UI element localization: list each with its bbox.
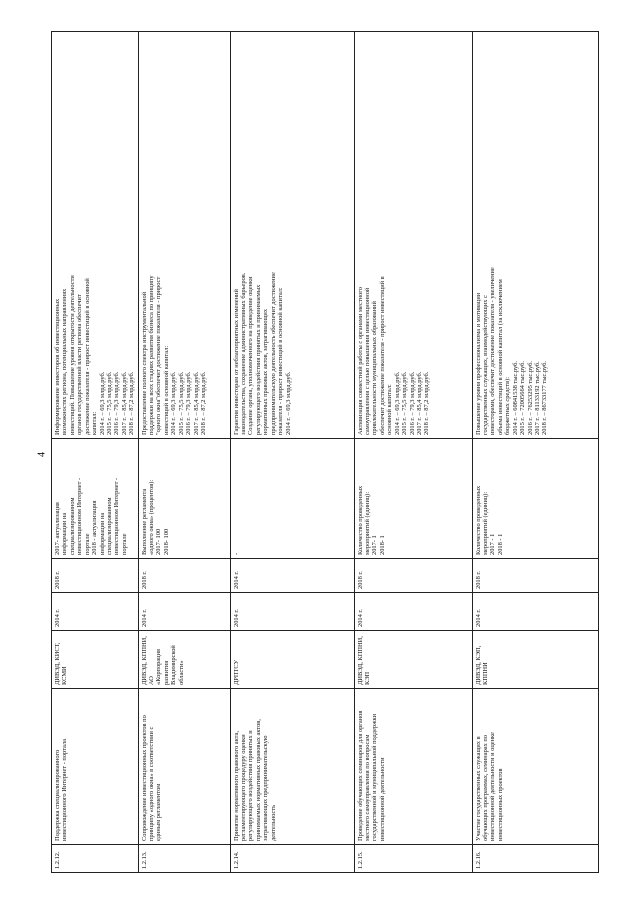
text-line: 2017 - 1 <box>489 533 497 555</box>
end-date-cell: 2018 г. <box>472 559 598 593</box>
table-row <box>52 32 139 873</box>
text-line: 2018- 100 <box>162 528 170 555</box>
text-line: законодательства, сохранение административных барьеров. <box>240 272 248 435</box>
text-line: инвестиционном Интернет - <box>113 477 121 555</box>
text-line: принципу «одного окна» в соответствии с <box>148 726 156 841</box>
text-line: обеспечит достижение показателя - прирост инвестиций в <box>378 276 386 435</box>
text-line: 2017- 100 <box>155 528 163 555</box>
text-line: 2015 г. – 75,5 млрд.руб. <box>401 371 409 435</box>
text-line: основной капитал: <box>386 384 394 435</box>
text-line: 2017 г. – 85,4 млрд.руб. <box>192 371 200 435</box>
text-line: Количество проведенных <box>474 485 482 555</box>
item-number-cell: 1.2.14. <box>230 845 354 873</box>
text-line: деятельность <box>269 804 277 841</box>
start-date-cell: 2014 г. <box>354 593 472 631</box>
text-line: 2014 г. – 69,3 млрд.руб. <box>284 371 292 435</box>
text-line: регулирующего воздействия принятых и принимаемых <box>254 284 262 435</box>
result-cell <box>138 32 230 439</box>
result-cell <box>230 32 354 439</box>
text-line: Повышение уровня профессионализма и мотивации <box>474 292 482 435</box>
text-line: Гарантия инвесторам от неблагоприятных изменений <box>232 289 240 435</box>
text-line: Владимирской <box>170 645 178 685</box>
text-line: инвестиционных проектов <box>496 768 504 841</box>
text-line: поддержки на всех стадиях развития бизнеса по принципу <box>148 275 156 435</box>
text-line: "одного окна"обеспечит достижение показателя - прирост <box>155 276 163 435</box>
text-line: портале <box>83 533 91 555</box>
text-line: привлекательности муниципальных образований <box>371 301 379 435</box>
text-line: специализированном <box>68 497 76 555</box>
text-line: ДИВЭД, КИСТ, <box>54 642 61 685</box>
text-line: 2015 г. – 72005664 тыс.руб. <box>519 360 527 435</box>
indicator-cell <box>472 439 598 559</box>
text-line: инвестиционного Интернет - портала <box>61 739 69 841</box>
indicator-cell <box>138 439 230 559</box>
text-line: 2018 - 1 <box>496 533 504 555</box>
executor-cell <box>138 631 230 689</box>
text-line: 2016 г. – 79,3 млрд.руб. <box>113 371 121 435</box>
text-line: самоуправления с целью повышения инвестиционной <box>364 287 372 435</box>
text-line: ДИВЭД, КППНИ, <box>356 636 364 685</box>
text-line: 2018 г. – 86733177 тыс.руб. <box>541 360 549 435</box>
text-line: государственной и муниципальной поддержки <box>371 713 379 841</box>
text-line: 2016 г. – 76253295 тыс.руб. <box>526 360 534 435</box>
item-number-cell: 1.2.12. <box>52 845 139 873</box>
activity-name-cell <box>230 689 354 845</box>
result-cell <box>472 32 598 439</box>
text-line: достижение показателя - прирост инвестиций в основной <box>83 278 91 435</box>
text-line: 2015 г. – 75,5 млрд.руб. <box>105 371 113 435</box>
text-line: 2014 г. – 69,3 млрд.руб. <box>393 371 401 435</box>
indicator-cell <box>52 439 139 559</box>
text-line: Сопровождение инвестиционных проектов по <box>140 715 148 841</box>
text-line: 2017- 1 <box>371 535 379 555</box>
text-line: инвесторами, обеспечит достижение показателя - увеличение <box>489 267 497 435</box>
text-line: принимаемых нормативных правовых актов, <box>254 719 262 841</box>
text-line: Участие государственных служащих в <box>474 736 482 841</box>
text-line: «одного окна» (процентов): <box>148 479 156 555</box>
text-line: инвестиционном Интернет - <box>76 477 84 555</box>
text-line: 2014 г. – 69,3 млрд.руб. <box>98 371 106 435</box>
start-date-cell: 2014 г. <box>138 593 230 631</box>
text-line: Информирование инвесторов об инвестиционных <box>54 298 61 435</box>
activities-table <box>51 31 599 873</box>
text-line: Создание органа, уполномоченного на проведение оценки <box>247 276 255 435</box>
text-line: 2017 г. – 81133192 тыс.руб. <box>534 361 542 435</box>
table-row <box>472 32 598 873</box>
indicator-cell <box>354 439 472 559</box>
executor-cell <box>52 631 139 689</box>
end-date-cell: 2014 г. <box>230 559 354 593</box>
executor-cell <box>230 631 354 689</box>
text-line: портале <box>120 533 128 555</box>
text-line: инвестиционной деятельности и оценке <box>489 732 497 841</box>
text-line: информации на <box>61 512 69 555</box>
text-line: 2016 г. – 79,3 млрд.руб. <box>185 371 193 435</box>
start-date-cell: 2014 г. <box>472 593 598 631</box>
text-line: 2017 г. – 85,4 млрд.руб. <box>416 371 424 435</box>
text-line: нормативных правовых актов, затрагивающих <box>262 308 270 435</box>
text-line: 2018 г. – 87,2 млрд.руб. <box>423 371 431 435</box>
text-line: инвестиций. Повышение уровня открытости деятельности <box>68 275 76 435</box>
text-line: регулирующего воздействия принятых и <box>247 730 255 841</box>
text-line: ДИВЭД, КППНИ, <box>140 636 148 685</box>
text-line: Количество проведенных <box>356 485 364 555</box>
text-line: предпринимательскую деятельность обеспечит достижение <box>269 272 277 435</box>
result-cell <box>354 32 472 439</box>
text-line: капитал: <box>91 411 99 435</box>
text-line: органов государственной власти региона обеспечит <box>76 294 84 435</box>
text-line: 2017- актуализация <box>54 502 61 555</box>
activity-name-cell <box>138 689 230 845</box>
start-date-cell: 2014 г. <box>230 593 354 631</box>
text-line: развития <box>162 660 170 685</box>
text-line: АО <box>148 676 156 685</box>
rotated-table-sheet <box>51 31 589 873</box>
end-date-cell: 2018 г. <box>354 559 472 593</box>
indicator-cell <box>230 439 354 559</box>
table-row <box>230 32 354 873</box>
item-number-cell: 1.2.15. <box>354 845 472 873</box>
text-line: ДИВЭД, КЭП, <box>474 645 482 685</box>
text-line: инвестиционной деятельности <box>378 757 386 841</box>
activity-name-cell <box>52 689 139 845</box>
table-row <box>138 32 230 873</box>
text-line: единым регламентом <box>155 783 163 841</box>
text-line: возможностях региона, потенциальных направлениях <box>61 288 69 435</box>
text-line: Предоставление полного спектра инструментальной <box>140 291 148 435</box>
text-line: 2018 - актуализация <box>91 500 99 555</box>
text-line: 2016 г. – 79,3 млрд.руб. <box>408 371 416 435</box>
text-line: местного самоуправления по вопросам <box>364 734 372 841</box>
text-line: КППНИ <box>482 662 490 685</box>
text-line: Выполнение регламента <box>140 488 148 555</box>
activity-name-cell <box>354 689 472 845</box>
text-line: бюджетных средств): <box>504 376 512 435</box>
text-line: регламентирующего процедуру оценки <box>240 734 248 841</box>
text-line: обучающих программах, семинарах по <box>482 734 490 841</box>
text-line: информации на <box>98 512 106 555</box>
item-number-cell: 1.2.16. <box>472 845 598 873</box>
end-date-cell: 2018 г. <box>52 559 139 593</box>
text-line: государственных служащих, взаимодействующих с <box>482 295 490 435</box>
executor-cell <box>472 631 598 689</box>
text-line: - <box>232 552 240 555</box>
text-line: Поддержка специализированного <box>54 749 61 841</box>
text-line: «Корпорация <box>155 649 163 685</box>
text-line: 2017 г. – 85,4 млрд.руб. <box>120 371 128 435</box>
text-line: объема инвестиций в основной капитал (за исключением <box>496 279 504 435</box>
text-line: области» <box>177 660 185 685</box>
text-line: 2018- 1 <box>378 535 386 555</box>
text-line: 2015 г. – 75,5 млрд.руб. <box>177 371 185 435</box>
text-line: затрагивающих предпринимательскую <box>262 735 270 841</box>
text-line: 2014 г. – 60841538 тыс.руб. <box>511 360 519 435</box>
text-line: КСМИ <box>61 666 69 685</box>
start-date-cell: 2014 г. <box>52 593 139 631</box>
text-line: Проведение обучающих семинаров для органов <box>356 710 364 841</box>
text-line: Активизация совместной работы с органами местного <box>356 287 364 435</box>
text-line: специализированном <box>105 497 113 555</box>
text-line: мероприятий (единиц): <box>364 491 372 555</box>
table-row <box>354 32 472 873</box>
text-line: КЭП <box>364 671 372 685</box>
result-cell <box>52 32 139 439</box>
text-line: мероприятий (единиц): <box>482 491 490 555</box>
text-line: Принятие нормативного правового акта, <box>232 731 240 841</box>
item-number-cell: 1.2.13. <box>138 845 230 873</box>
text-line: показателя - прирост инвестиций в основной капитал: <box>277 287 285 435</box>
executor-cell <box>354 631 472 689</box>
end-date-cell: 2018 г. <box>138 559 230 593</box>
text-line: инвестиций в основной капитал: <box>162 345 170 435</box>
text-line: 2018 г. – 87,2 млрд.руб. <box>128 371 136 435</box>
activity-name-cell <box>472 689 598 845</box>
text-line: ДРПТСУ <box>232 659 240 685</box>
text-line: 2014 г. – 69,3 млрд.руб. <box>170 371 178 435</box>
page-number: 4 <box>36 452 48 457</box>
text-line: 2018 г. – 87,2 млрд.руб. <box>200 371 208 435</box>
